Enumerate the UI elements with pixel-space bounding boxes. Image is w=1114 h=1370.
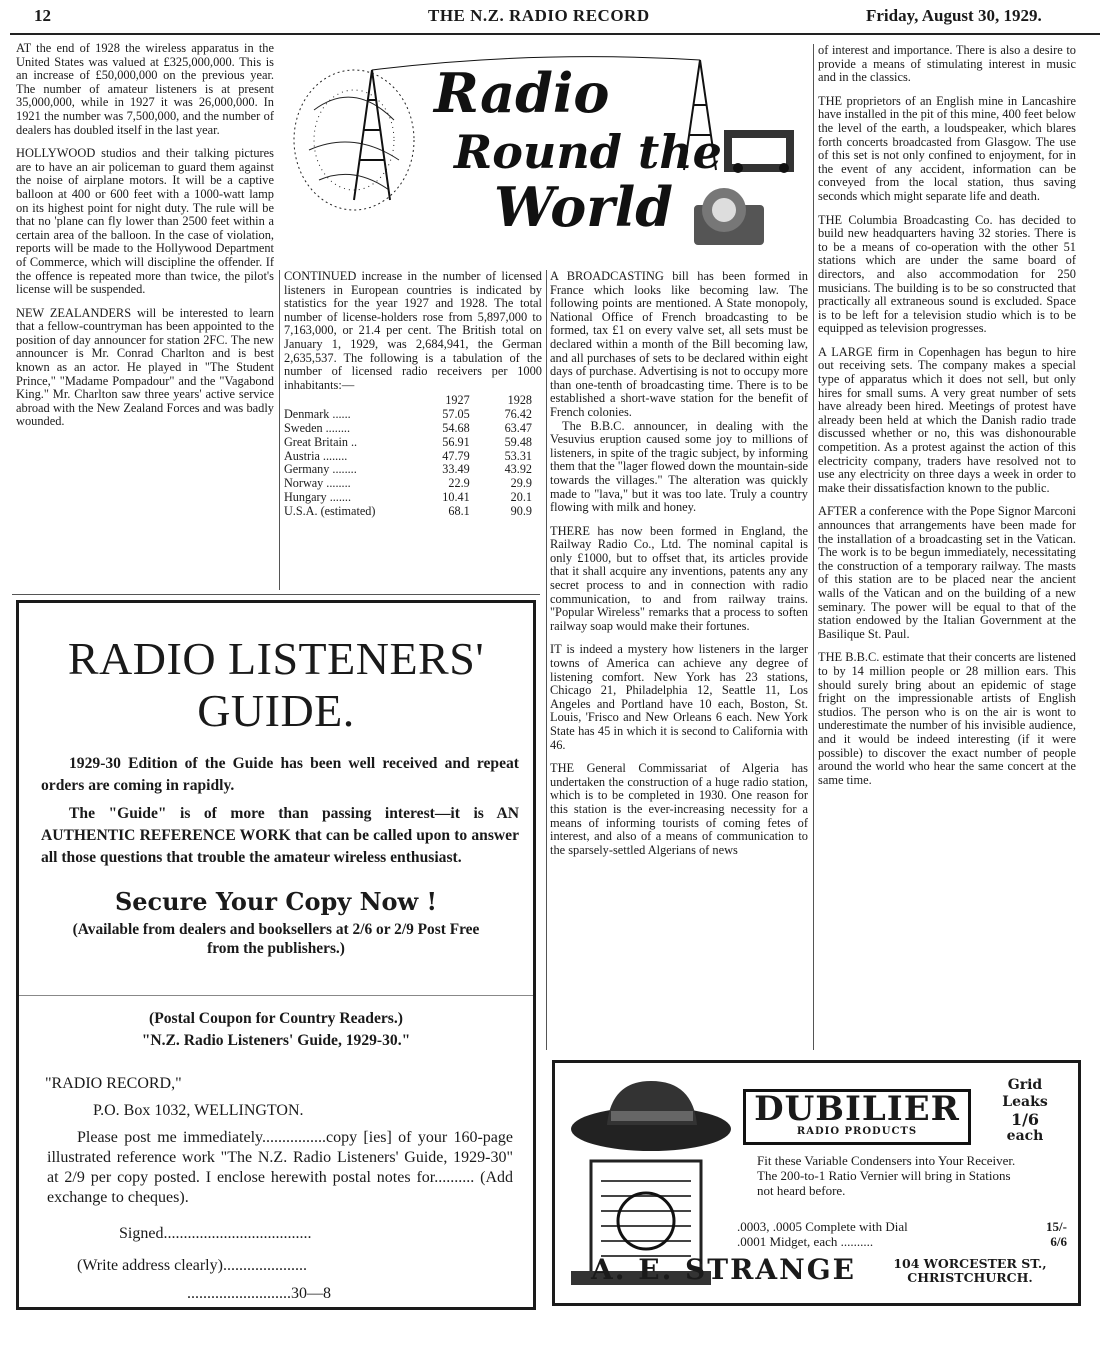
dubilier-description: Fit these Variable Condensers into Your Receiver. The 200-to-1 Ratio Vernier will bring in Stations not heard before. — [757, 1153, 1016, 1198]
grid-leaks-each: each — [1006, 1128, 1044, 1144]
dealer-address — [875, 1257, 1065, 1285]
table-cell: 47.79 — [442, 448, 470, 463]
dubilier-logo — [743, 1089, 971, 1145]
dealer-name: A. E. STRANGE — [591, 1253, 856, 1286]
masthead — [34, 6, 1094, 30]
table-cell: 63.47 — [504, 420, 532, 435]
table-header-1927: 1927 — [445, 393, 470, 408]
article-vatican-marconi: AFTER a conference with the Pope Signor Marconi announces that arrangements have been made for the installation of a broadcasting set in the Vatican. The work is to be begun immediately, necessitating the construction of a temporary railway. The masts of this station are to be placed near the ancient walls of the Vatican and on the building of a new seminary. The power will be equal to that of the station endowed by the Italian Government at the Basilique St. Paul. — [818, 504, 1076, 641]
article-columbia-broadcasting: THE Columbia Broadcasting Co. has decided to build new headquarters having 32 stories. There is to be a means of co-operation with the other 51 stations which are under the same board of directors, and also accommodation for 250 musicians. The building is to be so constructed that practically all extraneous sound is excluded. Space is to be left for a television studio which is to be equipped as television progresses. — [818, 212, 1076, 336]
guide-paragraph-2: The "Guide" is of more than passing interest—it is AN AUTHENTIC REFERENCE WORK that can be called upon to answer all those questions that trouble the amateur wireless enthusiast. — [41, 805, 519, 866]
grid-leaks-label: Grid Leaks — [1002, 1077, 1048, 1110]
license-statistics-table — [284, 394, 546, 518]
table-row — [284, 463, 546, 477]
table-cell: 68.1 — [448, 503, 470, 518]
grid-leaks-price: 1/6 — [1010, 1110, 1040, 1129]
table-header-country — [284, 394, 421, 408]
price-line-2-label: .0001 Midget, each .......... — [737, 1234, 874, 1249]
article-algeria-continued: of interest and importance. There is also a desire to provide a means of stimulating interest in music and in the classics. — [818, 43, 1076, 85]
column-3 — [550, 270, 808, 867]
dealer-address-city: CHRISTCHURCH. — [907, 1270, 1033, 1285]
table-cell: 20.1 — [510, 489, 532, 504]
coupon-guide-name: "N.Z. Radio Listeners' Guide, 1929-30." — [141, 1032, 411, 1049]
newspaper-title: THE N.Z. RADIO RECORD — [428, 6, 650, 25]
banner-title-round-the: Round the — [454, 125, 722, 179]
coupon-address-box: P.O. Box 1032, WELLINGTON. — [93, 1102, 304, 1119]
table-row — [284, 505, 546, 519]
table-cell: Denmark ...... — [284, 407, 351, 422]
coupon-heading: (Postal Coupon for Country Readers.) — [149, 1010, 403, 1027]
article-licensed-listeners: CONTINUED increase in the number of licensed listeners in European countries is indicated by statistics for the year 1927 and 1928. The total number of license-holders rose from 5,897,000 to 7,163,000, or 21.4 per cent. The British total on January 1, 1929, was 2,684,941, the German 2,635,537. The following is a tabulation of the number of licensed radio receivers per 1000 inhabitants:— — [284, 269, 542, 392]
article-new-zealanders: NEW ZEALANDERS will be interested to learn that a fellow-countryman has been appointed to the position of day announcer for station 2FC. The new announcer is Mr. Conrad Charlton and is best known as an actor. He played in "The Student Prince," "Madame Pompadour" and the "Vagabond King." Mr. Charlton saw three years' active service abroad with the New Zealand Forces and was badly wounded. — [16, 305, 274, 429]
column-4 — [818, 44, 1076, 797]
table-cell: Hungary ....... — [284, 489, 352, 504]
table-cell: 53.31 — [504, 448, 532, 463]
table-cell: 59.48 — [504, 434, 532, 449]
banner-title-radio: Radio — [434, 61, 610, 125]
header-rule — [10, 33, 1100, 35]
table-cell: 57.05 — [442, 407, 470, 422]
table-cell: 90.9 — [510, 503, 532, 518]
column-1 — [16, 42, 274, 439]
table-cell: 76.42 — [504, 407, 532, 422]
table-cell: 22.9 — [448, 476, 470, 491]
article-america-stations: IT is indeed a mystery how listeners in the larger towns of America can achieve any degree of listening comfort. New York has 23 stations, Chicago 21, Philadelphia 12, Seattle 11, Los Angeles and Portland have 10 each, Boston, St. Louis, 'Frisco and New Orleans 6 each. New York State has 45 in which it is second to California with 46. — [550, 642, 808, 752]
article-us-apparatus: AT the end of 1928 the wireless apparatus in the United States was valued at £325,000,000. This is an increase of £50,000,000 on the previous year. The number of amateur listeners is at present 35,000,000, while in 1927 it was 26,000,000. In 1921 the number was 7,500,000, and the number of dealers has doubled itself in the last year. — [16, 41, 274, 137]
coupon-order-form[interactable]: Please post me immediately................copy [ies] of your 160-page illustrated reference work "The N.Z. Radio Listeners' Guide, 1929-30" at 2/9 per copy posted. I enclose herewith postal notes for.......... (Add exchange to cheques). — [47, 1129, 513, 1206]
table-cell: Norway ........ — [284, 476, 351, 491]
table-row — [284, 436, 546, 450]
table-cell: Germany ........ — [284, 462, 357, 477]
section-rule — [12, 594, 540, 595]
table-cell: 43.92 — [504, 462, 532, 477]
table-header-row — [284, 394, 546, 408]
table-cell: Austria ........ — [284, 448, 348, 463]
radio-listeners-guide-ad — [16, 600, 536, 1310]
column-2 — [284, 270, 542, 519]
table-row — [284, 491, 546, 505]
column-divider — [546, 270, 547, 1050]
guide-title: RADIO LISTENERS' — [67, 633, 485, 684]
banner-title-world: World — [494, 175, 673, 239]
dubilier-advertisement — [552, 1060, 1081, 1306]
secure-your-copy-cta: Secure Your Copy Now ! — [114, 887, 438, 916]
price-line-1-price: 15/- — [1046, 1219, 1067, 1234]
table-cell: 29.9 — [510, 476, 532, 491]
table-row — [284, 450, 546, 464]
table-cell: U.S.A. (estimated) — [284, 503, 376, 518]
article-hollywood: HOLLYWOOD studios and their talking pictures are to have an air policeman to guard them against the noise of airplane motors. It will be a captive balloon at 400 or 600 feet with a 1000-watt lamp on its highest point for night duty. The rule will be that no 'plane can fly lower than 2500 feet within a certain area of the balloon. In the case of violation, reports will be made to the Hollywood Department of Commerce, which will discipline the offender. If the offence is repeated more than twice, the pilot's license will be suspended. — [16, 146, 274, 297]
table-cell: 56.91 — [442, 434, 470, 449]
guide-availability: (Available from dealers and booksellers at 2/6 or 2/9 Post Free from the publishers.) — [72, 921, 480, 957]
table-row — [284, 422, 546, 436]
price-line-2-price: 6/6 — [1050, 1234, 1067, 1249]
page-number: 12 — [34, 6, 51, 25]
issue-date: Friday, August 30, 1929. — [866, 6, 1042, 25]
coupon-divider — [19, 995, 533, 996]
table-cell: Great Britain .. — [284, 434, 358, 449]
table-row — [284, 477, 546, 491]
table-cell: 10.41 — [442, 489, 470, 504]
coupon-address-name: "RADIO RECORD," — [45, 1075, 182, 1092]
price-line-1-label: .0003, .0005 Complete with Dial — [737, 1219, 908, 1234]
coupon-code: ..........................30—8 — [187, 1285, 331, 1302]
article-bbc-vesuvius: The B.B.C. announcer, in dealing with the Vesuvius eruption caused some joy to millions of listeners, in spite of the tragic subject, by informing them that the "lager flowed down the mountain-side towards the villages." The alteration was quickly made to "lava," but it was too late. Truly a country flowing with milk and honey. — [550, 418, 808, 515]
guide-title-2: GUIDE. — [197, 685, 355, 736]
dubilier-subbrand: RADIO PRODUCTS — [796, 1126, 918, 1137]
article-copenhagen: A LARGE firm in Copenhagen has begun to hire out receiving sets. The company makes a special type of apparatus which it does not sell, but only hires for small sums. A very great number of sets have already been hired. Meetings of protest have already been held at which the Danish radio trade discussed whether or no, this was dishonourable competition. As a protest against the action of this electricity company, traders have resolved not to use any electricity on three days a week in order to make their dissatisfaction known to the public. — [818, 344, 1076, 495]
coupon-signed-field[interactable]: Signed..................................... — [119, 1225, 312, 1242]
radio-round-the-world-banner — [284, 40, 812, 262]
table-cell: 54.68 — [442, 420, 470, 435]
dealer-address-street: 104 WORCESTER ST., — [893, 1256, 1047, 1271]
article-bbc-estimate: THE B.B.C. estimate that their concerts are listened to by 14 million people or 28 million ears. This should surely bring about an epidemic of stage fright on the impressionable artists of English studios. The person who is on the air is wont to underestimate the number of his invisible audience, and it would be indeed interesting (if it were possible) to discover the exact number of people around the world who hear the same concert at the same time. — [818, 650, 1076, 787]
coupon-address-field[interactable]: (Write address clearly)..................... — [77, 1257, 307, 1274]
table-header-1928: 1928 — [507, 393, 532, 408]
grid-leaks-offer — [985, 1077, 1065, 1145]
article-railway-radio: THERE has now been formed in England, the Railway Radio Co., Ltd. The nominal capital is only £1000, but to offset that, its articles provide that it shall acquire any inventions, patents any any secret process to and in connection with radio communication, to and from railway trains. "Popular Wireless" remarks that a process to soften railway soap would make their fortunes. — [550, 523, 808, 633]
column-divider — [279, 270, 280, 590]
table-row — [284, 408, 546, 422]
table-cell: Sweden ........ — [284, 420, 351, 435]
column-divider — [813, 44, 814, 1050]
banner-illustration — [284, 40, 812, 262]
table-cell: 33.49 — [442, 462, 470, 477]
dubilier-price-list — [737, 1219, 1067, 1249]
guide-paragraph-1: 1929-30 Edition of the Guide has been well received and repeat orders are coming in rapidly. — [41, 755, 519, 794]
dubilier-brand: DUBILIER — [754, 1089, 960, 1129]
article-algeria-station: THE General Commissariat of Algeria has undertaken the construction of a huge radio station, which is to be completed in 1930. One reason for this station is the ever-increasing necessity for a means of informing tourists of coming fetes of interest, and also of a means of communication to the sparsely-settled Algerians of news — [550, 761, 808, 857]
article-lancashire-mine: THE proprietors of an English mine in Lancashire have installed in the pit of this mine, 400 feet below the level of the earth, a loudspeaker, which blares forth concerts broadcasted from Glasgow. The use of this set is not only confined to enjoyment, for in the event of any accident, information can be conveyed from the local station, thus saving seconds which might separate life and death. — [818, 93, 1076, 203]
article-france-bill: A BROADCASTING bill has been formed in France which looks like becoming law. The following points are mentioned. A State monopoly, National Office of French broadcasting to be formed, tax £1 on every valve set, all sets must be declared within a month of the Bill becoming law, and all purchases of sets to be declared within eight days of purchase. Advertising is not to occupy more than one-tenth of broadcasting time. There is to be established a short-wave station for the benefit of French colonies. — [550, 269, 808, 419]
